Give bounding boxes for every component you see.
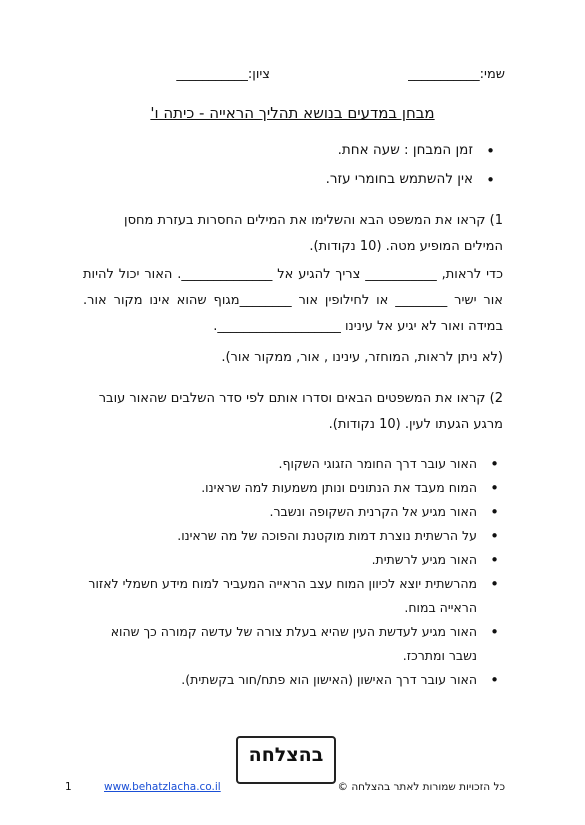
rule-item: • אין להשתמש בחומרי עזר. [79,171,499,187]
question-1-text: 1) קראו את המשפט הבא והשלימו את המילים החסרות בעזרת מחסן המילים המופיע מטה. (10 נקודות). [124,213,503,254]
step-item: • האור עובר דרך האישון (האישון הוא פתח/חור בקשתית). [83,668,503,692]
website-link[interactable]: www.behatzlacha.co.il [104,781,221,793]
logo-text: בהצלחה [248,744,324,766]
steps-list [83,452,503,692]
step-item: • האור מגיע לרשתית. [83,548,503,572]
page-title: מבחן במדעים בנושא תהליך הראייה - כיתה ו' [150,104,435,122]
word-bank: (לא ניתן לראות, המוחזר, עינינו , אור, ממקור אור). [221,350,503,365]
step-item: • המוח מעבד את הנתונים ונותן משמעות למה שראינו. [83,476,503,500]
grade-field: ציון:___________ [176,67,270,82]
step-item: • האור מגיע אל הקרנית השקופה ונשבר. [83,500,503,524]
exam-rules-list [79,142,499,200]
logo-underline [238,770,334,776]
site-logo [236,736,336,784]
step-item: • האור מגיע לעדשת העין שהיא בעלת צורה של עדשה קמורה כך שהוא נשבר ומתרכז. [83,620,503,668]
step-item: • מהרשתית יוצא לכיוון המוח עצב הראייה המעביר למוח מידע חשמלי לאזור הראייה במוח. [83,572,503,620]
rule-item: • זמן המבחן : שעה אחת. [79,142,499,158]
student-name-field: שמי:___________ [408,67,505,82]
header-row [80,67,505,87]
page-number: 1 [65,781,72,793]
footer [55,781,505,797]
copyright-notice: כל הזכויות שמורות לאתר בהצלחה © [337,781,505,793]
step-item: • האור עובר דרך החומר הזגוגי השקוף. [83,452,503,476]
question-1-cloze: כדי לראות, ___________ צריך להגיע אל ______________. האור יכול להיות אור ישיר ________ או לחילופין אור ________מגוף שהוא אינו מקור אור. במידה ואור לא יגיע אל עינינו ___________________. [83,267,503,334]
step-item: • על הרשתית נוצרת דמות מוקטנת והפוכה של מה שראינו. [83,524,503,548]
question-2-text: 2) קראו את המשפטים הבאים וסדרו אותם לפי סדר השלבים שהאור עובר מרגע הגעתו לעין. (10 נקודות). [98,391,503,432]
